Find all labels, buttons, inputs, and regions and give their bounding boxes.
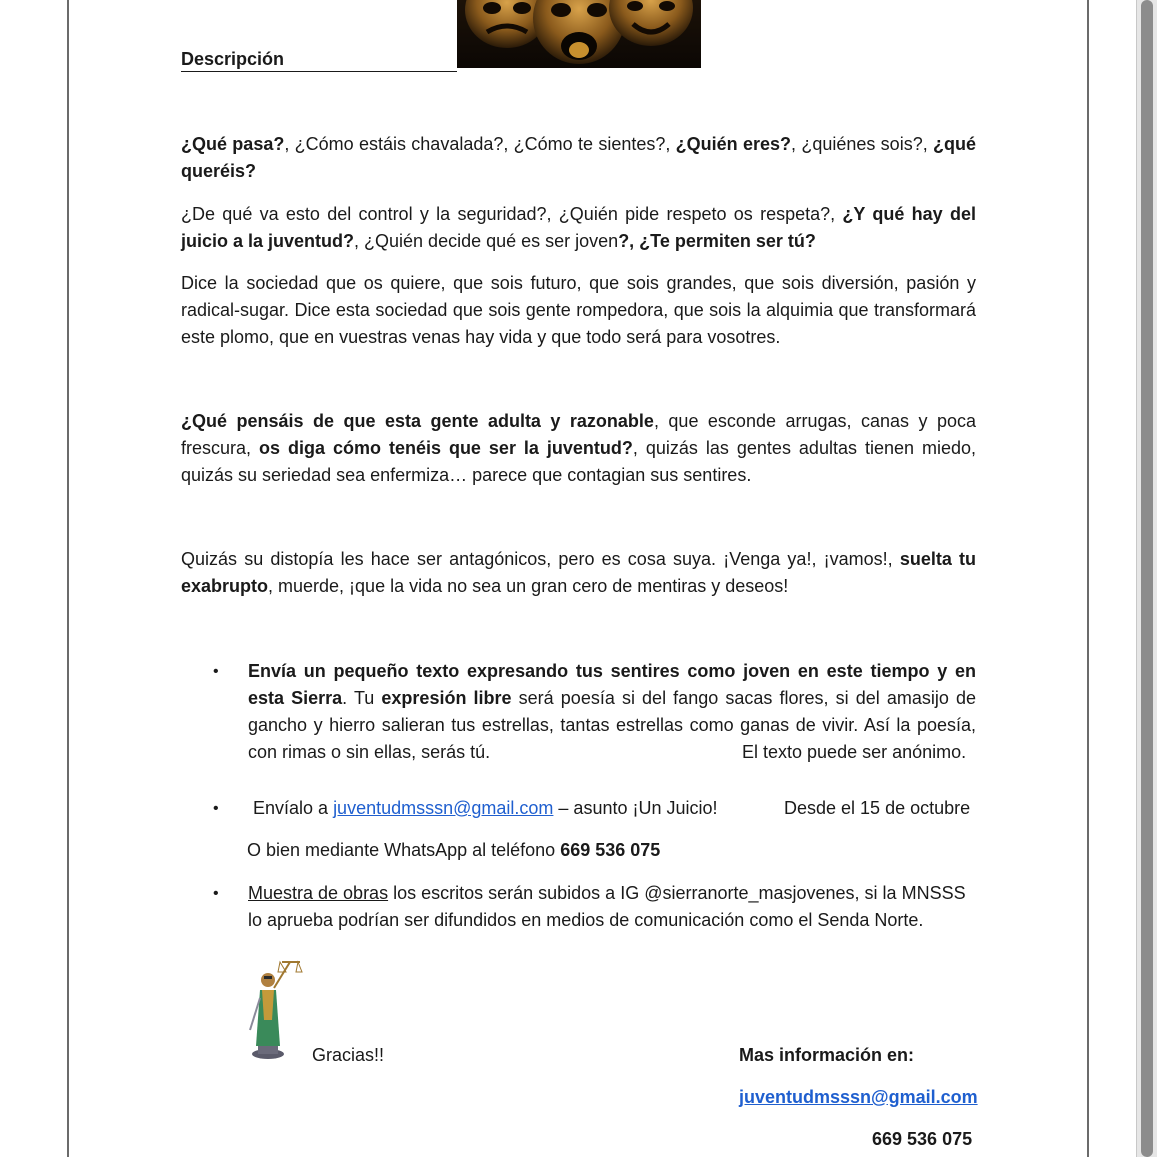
showcase-text: los escritos serán subidos a IG @sierranorte_masjovenes, si la MNSSS lo aprueba podrían ser difundidos en medios de comunicación como el Senda Norte.: [248, 883, 966, 930]
scrollbar-thumb[interactable]: [1141, 0, 1153, 1157]
footer-phone: 669 536 075: [872, 1129, 973, 1149]
email-link[interactable]: juventudmsssn@gmail.com: [333, 798, 554, 818]
b1-bold-3: expresión libre: [381, 688, 512, 708]
more-info-label: Mas información en:: [739, 1045, 915, 1065]
paragraph-5: [181, 546, 976, 600]
p1-bold-3: ¿Quién eres?: [675, 134, 792, 154]
bullet-item-send-email: [253, 796, 718, 820]
b1-text-4: será poesía si del fango sacas flores, si del amasijo de gancho y hierro salieran tus estrellas, tantas estrellas como ganas de vivir. Así la poesía, con rimas o sin ellas, serás tú.: [248, 688, 976, 762]
b2-prefix: Envíalo a: [253, 798, 334, 818]
p5-text-3: , muerde, ¡que la vida no sea un gran cero de mentiras y deseos!: [268, 576, 789, 596]
bullet-icon: •: [213, 663, 219, 680]
p4-text-4: , quizás las gentes adultas tienen miedo, quizás su seriedad sea enfermiza… parece que contagian sus sentires.: [181, 438, 976, 485]
p4-bold-3: os diga cómo tenéis que ser la juventud?: [259, 438, 633, 458]
whatsapp-line: [247, 838, 660, 862]
paragraph-1: [181, 131, 976, 185]
p2-text-1: ¿De qué va esto del control y la seguridad?, ¿Quién pide respeto os respeta?,: [181, 204, 843, 224]
paragraph-2: [181, 201, 976, 255]
description-heading: Descripción: [181, 49, 457, 72]
theatre-masks-image: [457, 0, 701, 68]
p1-text-4: , ¿quiénes sois?,: [791, 134, 934, 154]
p5-bold-2: suelta tu exabrupto: [181, 549, 976, 596]
anonymous-note: El texto puede ser anónimo.: [742, 742, 967, 762]
start-date-note: Desde el 15 de octubre: [784, 798, 971, 818]
bullet-item-showcase: [248, 880, 968, 934]
p1-bold-5: ¿qué queréis?: [181, 134, 977, 181]
whatsapp-phone: 669 536 075: [560, 840, 661, 860]
b1-bold-1: Envía un pequeño texto expresando tus sentires como joven en este tiempo y en esta Sierra: [248, 661, 976, 708]
paragraph-3: Dice la sociedad que os quiere, que sois futuro, que sois grandes, que sois diversión, pasión y radical-sugar. Dice esta sociedad que sois gente rompedora, que sois la alquimia que transformará este plomo, que en vuestras venas hay vida y que todo será para vosotres.: [181, 273, 976, 347]
p1-bold-1: ¿Qué pasa?: [181, 134, 285, 154]
thanks-text: Gracias!!: [312, 1045, 385, 1065]
b1-text-2: . Tu: [342, 688, 382, 708]
lady-justice-image: [240, 950, 304, 1060]
p5-text-1: Quizás su distopía les hace ser antagónicos, pero es cosa suya. ¡Venga ya!, ¡vamos!,: [181, 549, 900, 569]
paragraph-4: [181, 408, 976, 489]
bullet-icon: •: [213, 800, 219, 817]
p2-bold-2: ¿Y qué hay del juicio a la juventud?: [181, 204, 976, 251]
p2-bold-4: ?, ¿Te permiten ser tú?: [618, 231, 816, 251]
p4-bold-1: ¿Qué pensáis de que esta gente adulta y razonable: [181, 411, 654, 431]
vertical-scrollbar[interactable]: [1136, 0, 1157, 1157]
p1-text-2: , ¿Cómo estáis chavalada?, ¿Cómo te sientes?,: [284, 134, 676, 154]
footer-email-link[interactable]: juventudmsssn@gmail.com: [739, 1087, 978, 1107]
showcase-label: Muestra de obras: [248, 883, 389, 903]
p4-text-2: , que esconde arrugas, canas y poca frescura,: [181, 411, 976, 458]
b2-suffix: – asunto ¡Un Juicio!: [553, 798, 718, 818]
bullet-icon: •: [213, 885, 219, 902]
whatsapp-text: O bien mediante WhatsApp al teléfono: [247, 840, 561, 860]
page-edge-left: [67, 0, 69, 1157]
page-edge-right: [1087, 0, 1089, 1157]
p2-text-3: , ¿Quién decide qué es ser joven: [354, 231, 619, 251]
